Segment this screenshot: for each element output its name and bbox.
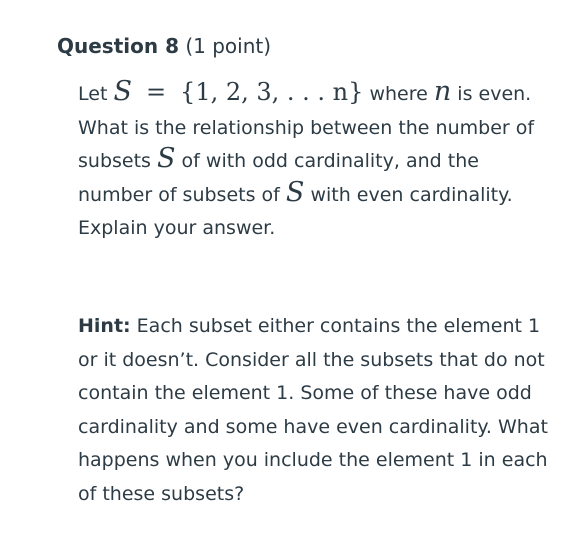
- prompt-let: Let: [78, 83, 108, 105]
- hint-text: Each subset either contains the element 1 or it doesn’t. Consider all the subsets that do not contain the element 1. Some of these have odd cardinality and some have even cardinality. What happens when you include the element 1 in each of these subsets?: [78, 315, 548, 505]
- math-equals: =: [145, 78, 167, 106]
- math-n-symbol: n: [433, 76, 452, 107]
- math-set-symbol-3: S: [285, 176, 305, 208]
- question-prompt: [78, 78, 548, 246]
- hint-paragraph: [78, 310, 548, 512]
- prompt-middle: of with odd cardinality, and the number of subsets of: [78, 150, 479, 206]
- math-set-symbol: S: [113, 76, 132, 107]
- question-header: [57, 34, 271, 58]
- math-set-definition: {1, 2, 3, . . . n}: [180, 78, 364, 106]
- prompt-end: with even cardinality.: [310, 183, 513, 206]
- question-number: Question 8: [57, 34, 179, 58]
- question-body: [78, 78, 548, 246]
- math-set-symbol-2: S: [157, 143, 176, 175]
- prompt-instruction: Explain your answer.: [78, 217, 276, 240]
- question-points: (1 point): [185, 34, 272, 58]
- hint-label: Hint:: [78, 315, 131, 337]
- prompt-where: where: [369, 83, 428, 105]
- prompt-is-even: is even. What is the relationship between the number of subsets: [78, 83, 535, 173]
